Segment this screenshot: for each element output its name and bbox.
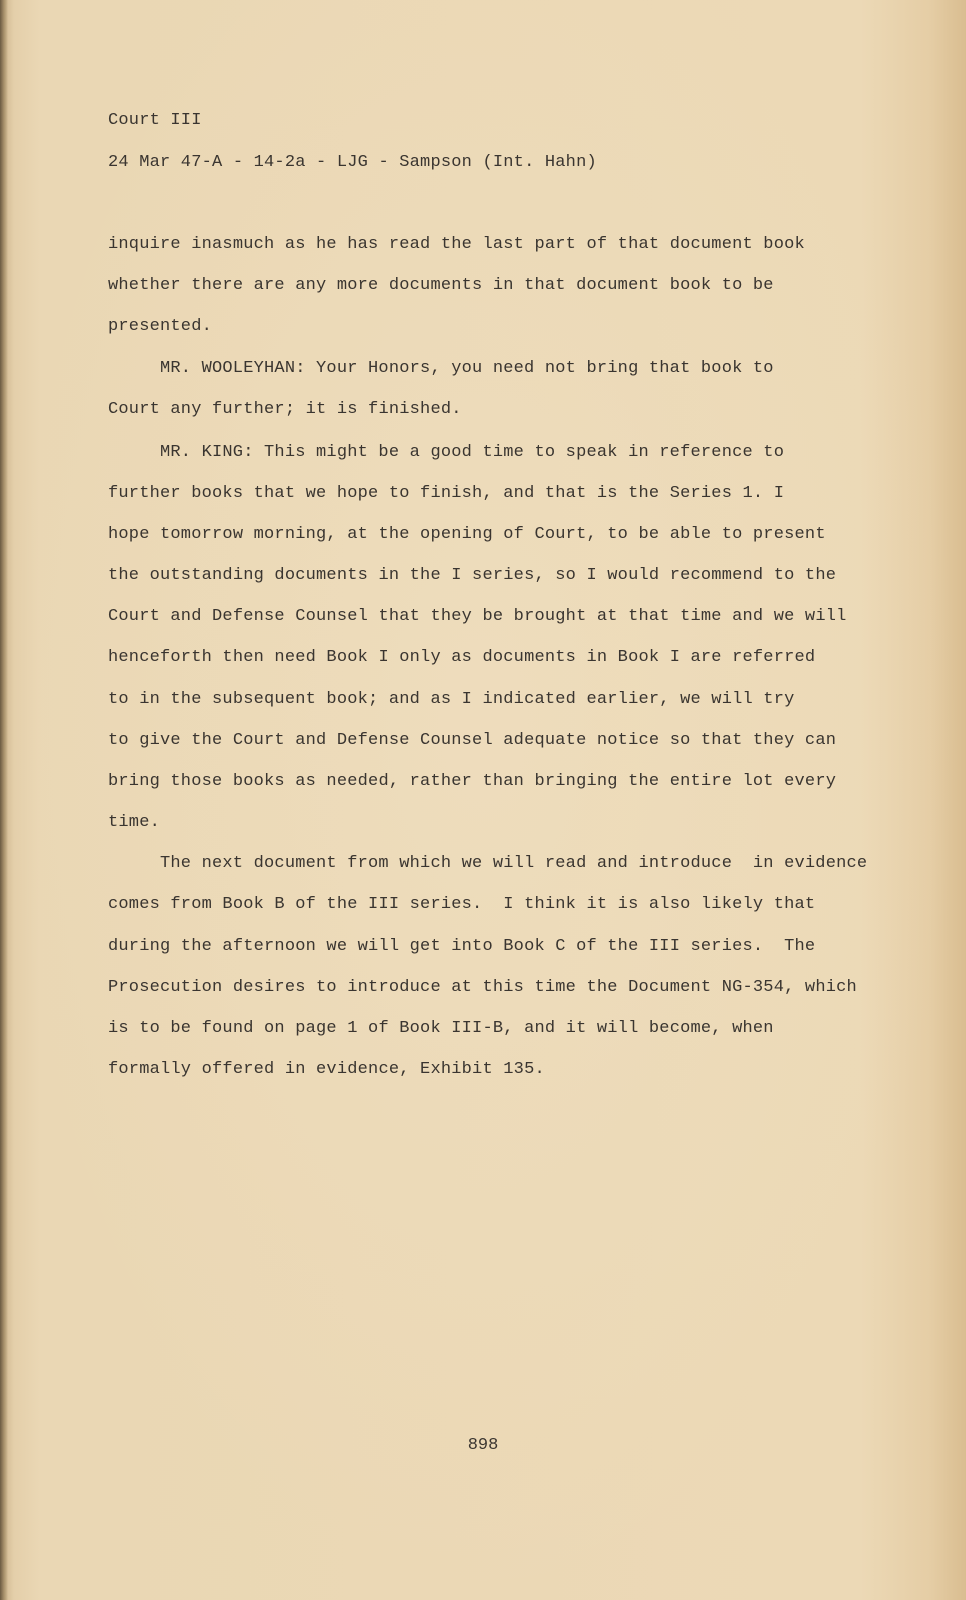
court-header: Court III bbox=[108, 111, 202, 130]
body-line: Court and Defense Counsel that they be brought at that time and we will bbox=[108, 607, 847, 626]
page-number: 898 bbox=[467, 1436, 499, 1455]
body-line: MR. KING: This might be a good time to speak in reference to bbox=[160, 443, 785, 462]
session-header: 24 Mar 47-A - 14-2a - LJG - Sampson (Int. Hahn) bbox=[108, 153, 597, 172]
body-line: formally offered in evidence, Exhibit 135. bbox=[108, 1060, 545, 1079]
body-line: is to be found on page 1 of Book III-B, and it will become, when bbox=[108, 1019, 774, 1038]
body-line: to in the subsequent book; and as I indicated earlier, we will try bbox=[108, 690, 795, 709]
body-line: further books that we hope to finish, and that is the Series 1. I bbox=[108, 484, 785, 503]
body-line: inquire inasmuch as he has read the last part of that document book bbox=[108, 235, 805, 254]
body-line: to give the Court and Defense Counsel adequate notice so that they can bbox=[108, 731, 837, 750]
paper-binding-edge bbox=[0, 0, 8, 1600]
body-line: bring those books as needed, rather than bringing the entire lot every bbox=[108, 772, 837, 791]
body-line: during the afternoon we will get into Book C of the III series. The bbox=[108, 937, 816, 956]
body-line: whether there are any more documents in that document book to be bbox=[108, 276, 774, 295]
body-line: The next document from which we will read and introduce in evidence bbox=[160, 854, 868, 873]
body-line: hope tomorrow morning, at the opening of Court, to be able to present bbox=[108, 525, 826, 544]
body-line: time. bbox=[108, 813, 161, 832]
body-line: Court any further; it is finished. bbox=[108, 400, 462, 419]
body-line: henceforth then need Book I only as documents in Book I are referred bbox=[108, 648, 816, 667]
body-line: the outstanding documents in the I series, so I would recommend to the bbox=[108, 566, 837, 585]
body-line: Prosecution desires to introduce at this time the Document NG-354, which bbox=[108, 978, 857, 997]
body-line: MR. WOOLEYHAN: Your Honors, you need not bring that book to bbox=[160, 359, 774, 378]
body-line: presented. bbox=[108, 317, 213, 336]
body-line: comes from Book B of the III series. I think it is also likely that bbox=[108, 895, 816, 914]
